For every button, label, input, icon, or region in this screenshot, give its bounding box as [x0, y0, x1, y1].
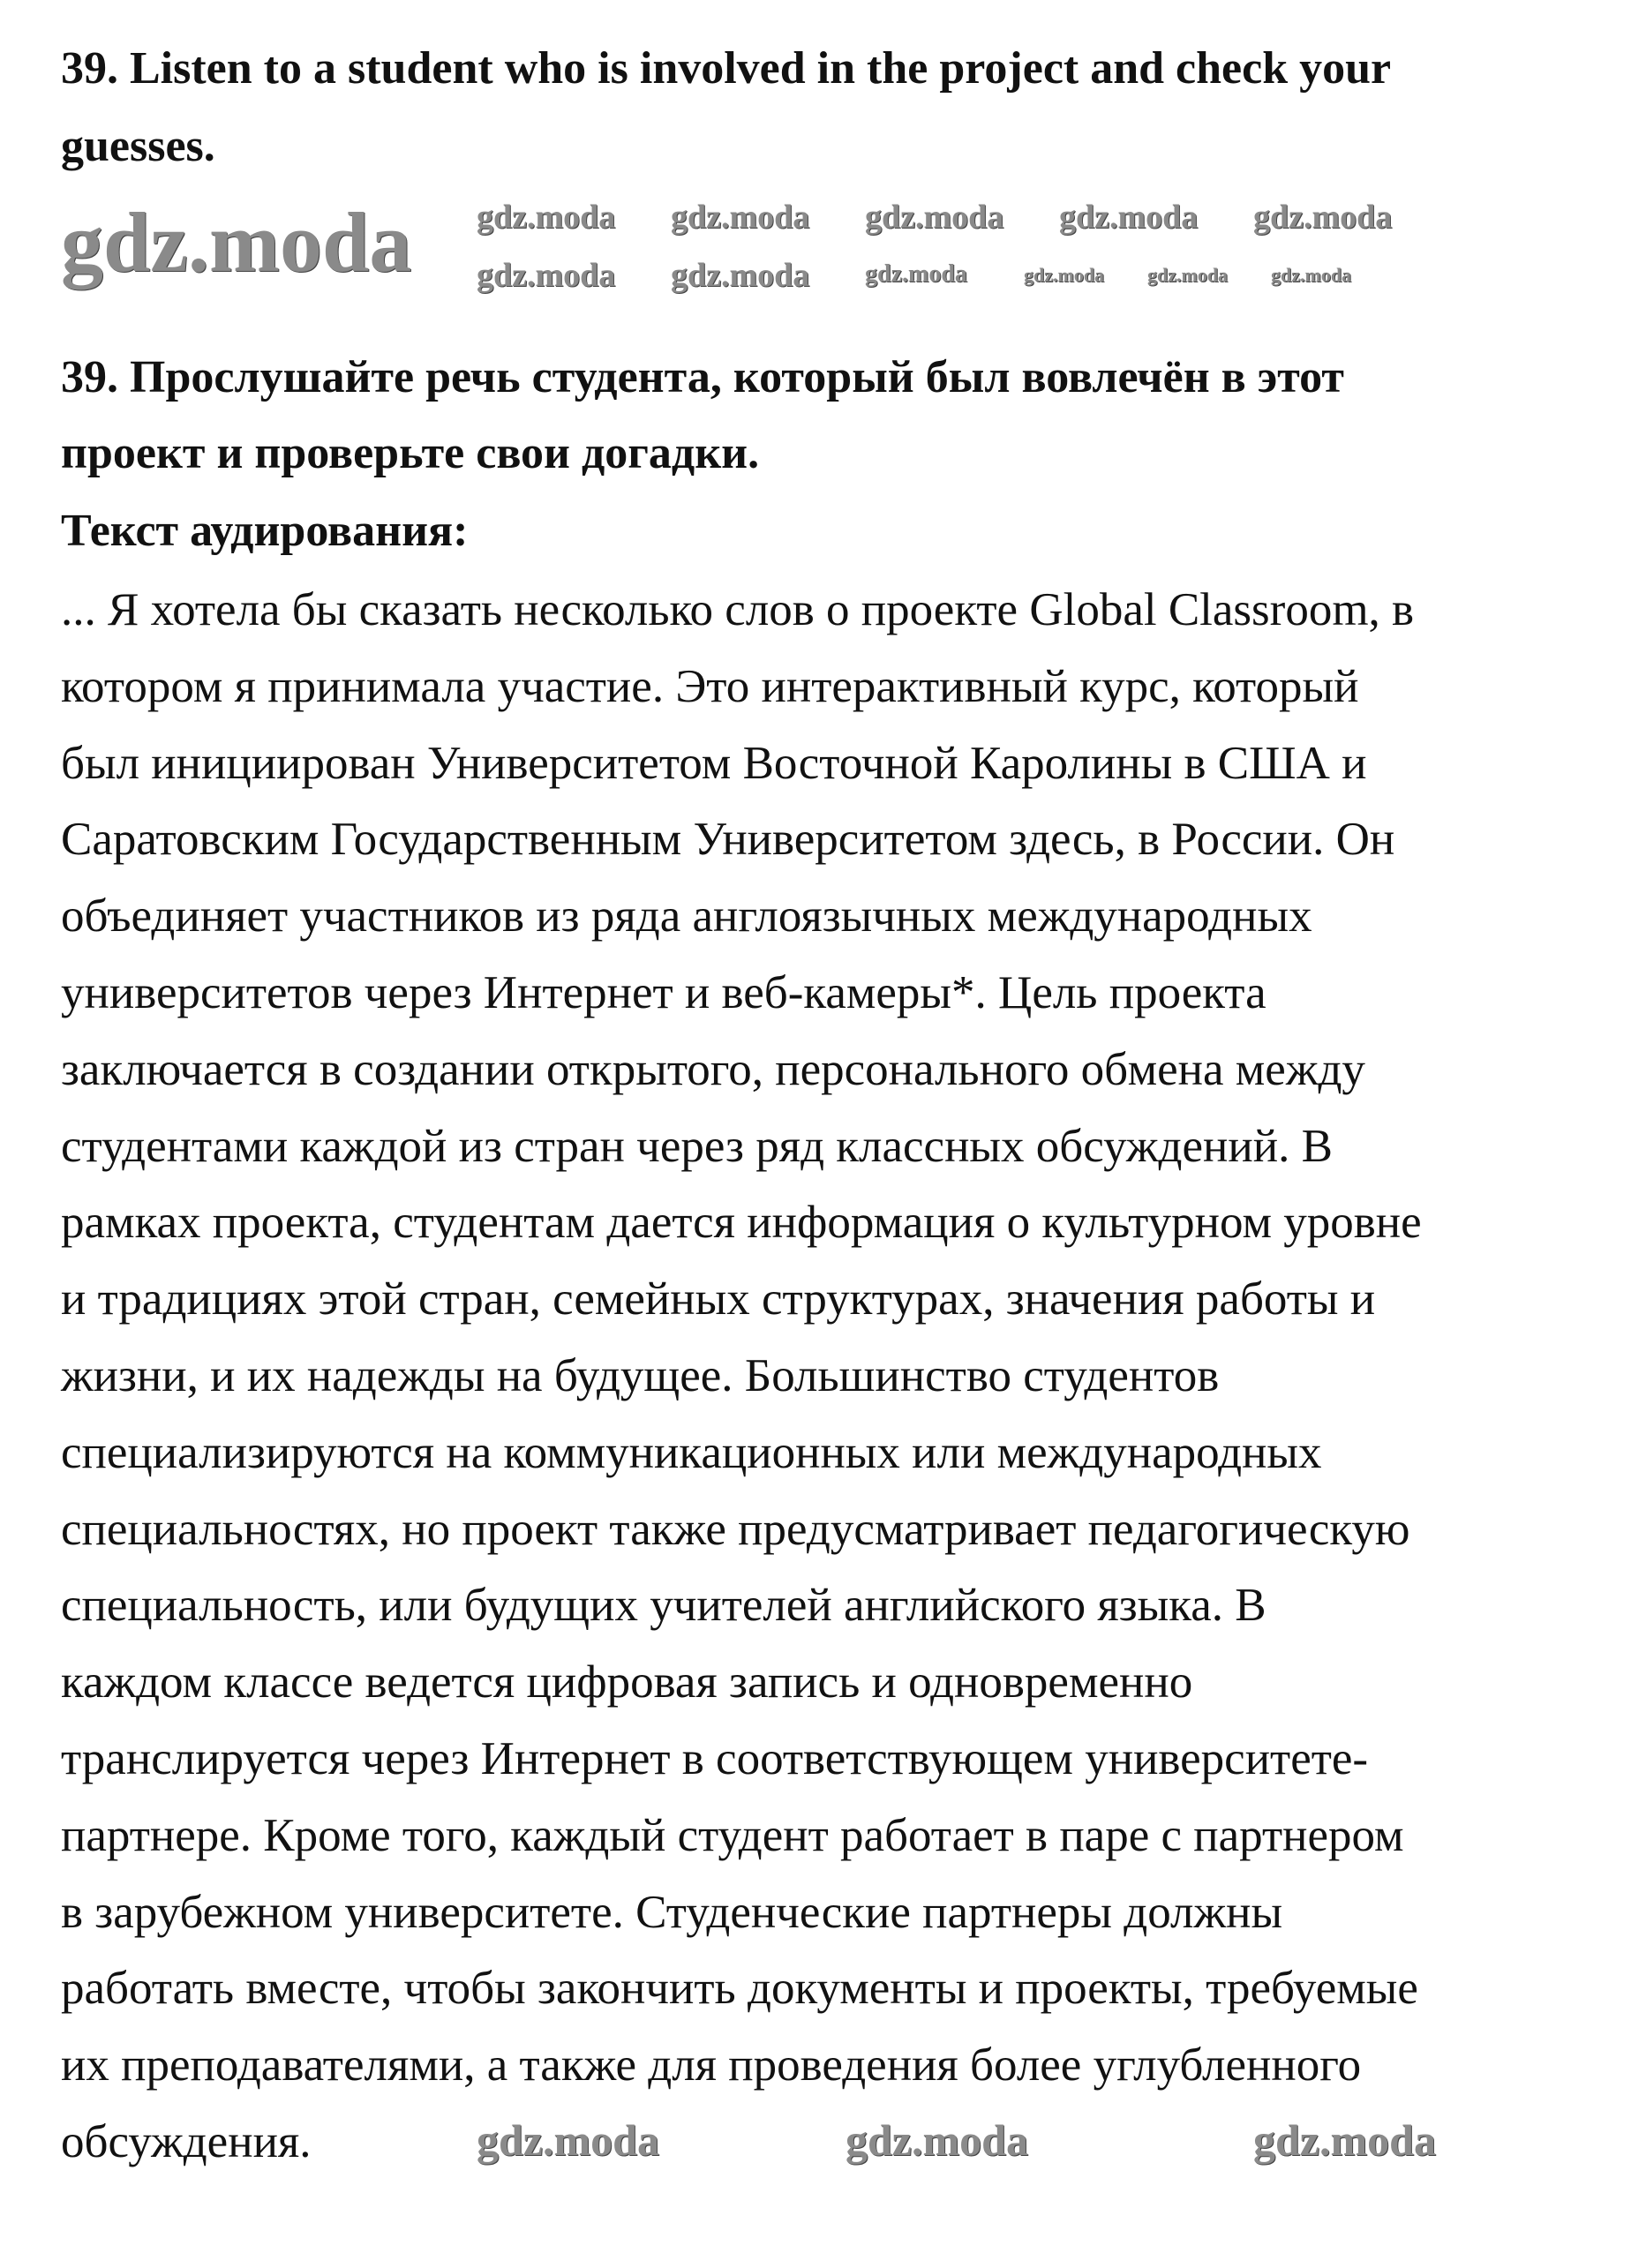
watermark: gdz.moda [477, 257, 616, 294]
transcript-label: Текст аудирования: [61, 506, 469, 556]
watermark: gdz.moda [865, 260, 967, 288]
watermark: gdz.moda [1147, 264, 1229, 286]
heading-en-line: 39. Listen to a student who is involved in the project and check your [61, 43, 1392, 94]
heading-en-line: guesses. [61, 121, 215, 171]
body-line: работать вместе, чтобы закончить документы и проекты, требуемые [61, 1963, 1418, 2015]
body-line: обсуждения. [61, 2116, 312, 2167]
body-line: был инициирован Университетом Восточной Каролины в США и [61, 737, 1367, 789]
body-line: Саратовским Государственным Университетом здесь, в России. Он [61, 814, 1395, 866]
watermark: gdz.moda [671, 257, 810, 294]
body-line: ... Я хотела бы сказать несколько слов о проекте Global Classroom, в [61, 584, 1415, 635]
body-line: жизни, и их надежды на будущее. Большинство студентов [61, 1350, 1220, 1401]
body-line: специализируются на коммуникационных или международных [61, 1426, 1322, 1478]
body-line: рамках проекта, студентам дается информация о культурном уровне [61, 1197, 1422, 1249]
watermark: gdz.moda [671, 199, 810, 236]
body-line: партнере. Кроме того, каждый студент работает в паре с партнером [61, 1809, 1404, 1861]
watermark: gdz.moda [1271, 264, 1352, 286]
body-line: и традициях этой стран, семейных структурах, значения работы и [61, 1273, 1376, 1326]
body-line: студентами каждой из стран через ряд классных обсуждений. В [61, 1120, 1333, 1172]
heading-ru-line: проект и проверьте свои догадки. [61, 428, 760, 478]
body-line: специальностях, но проект также предусматривает педагогическую [61, 1503, 1410, 1555]
body-line: объединяет участников из ряда англоязычных международных [61, 890, 1312, 942]
watermark: gdz.moda [1024, 264, 1105, 286]
watermark: gdz.moda [61, 195, 412, 289]
watermark: gdz.moda [477, 2115, 659, 2165]
watermark: gdz.moda [1253, 199, 1393, 236]
body-line: в зарубежном университете. Студенческие партнеры должны [61, 1886, 1283, 1938]
watermark: gdz.moda [1253, 2115, 1436, 2165]
body-line: каждом классе ведется цифровая запись и одновременно [61, 1656, 1193, 1709]
watermark: gdz.moda [846, 2115, 1028, 2165]
body-line: котором я принимала участие. Это интерактивный курс, который [61, 660, 1359, 712]
watermark: gdz.moda [1059, 199, 1199, 236]
body-line: университетов через Интернет и веб-камеры*. Цель проекта [61, 967, 1266, 1018]
body-line: транслируется через Интернет в соответствующем университете- [61, 1733, 1369, 1784]
heading-ru-line: 39. Прослушайте речь студента, который был вовлечён в этот [61, 352, 1344, 402]
body-line: их преподавателями, а также для проведения более углубленного [61, 2039, 1362, 2092]
watermark: gdz.moda [865, 199, 1004, 236]
watermark: gdz.moda [477, 199, 616, 236]
body-line: специальность, или будущих учителей английского языка. В [61, 1580, 1266, 1632]
body-line: заключается в создании открытого, персонального обмена между [61, 1043, 1365, 1095]
